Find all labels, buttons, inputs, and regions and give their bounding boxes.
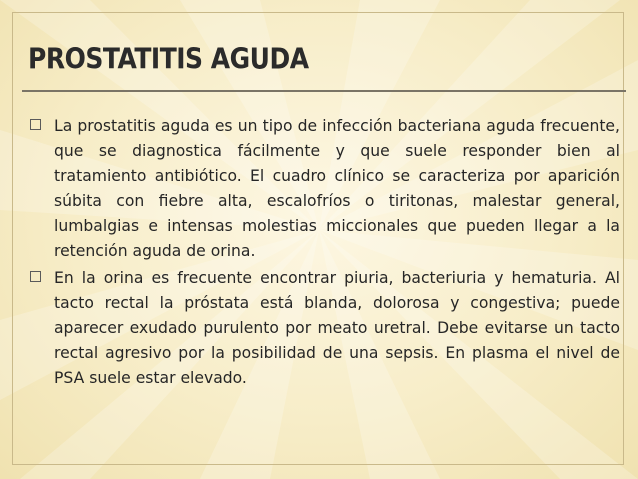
title-underline (22, 90, 626, 92)
bullet-list (30, 114, 620, 393)
slide-title: PROSTATITIS AGUDA (28, 42, 309, 76)
bullet-square-icon (30, 119, 41, 130)
bullet-text-2: En la orina es frecuente encontrar piuria, bacteriuria y hematuria. Al tacto rectal la próstata está blanda, dolorosa y congestiva; puede aparecer exudado purulento por meato uretral. Debe evitarse un tacto rectal agresivo por la posibilidad de una sepsis. En plasma el nivel de PSA suele estar elevado. (54, 269, 620, 387)
bullet-square-icon (30, 271, 41, 282)
bullet-item-2 (30, 266, 620, 391)
bullet-item-1 (30, 114, 620, 264)
bullet-text-1: La prostatitis aguda es un tipo de infección bacteriana aguda frecuente, que se diagnostica fácilmente y que suele responder bien al tratamiento antibiótico. El cuadro clínico se caracteriza por aparición súbita con fiebre alta, escalofríos o tiritonas, malestar general, lumbalgias e intensas molestias miccionales que pueden llegar a la retención aguda de orina. (54, 117, 620, 260)
